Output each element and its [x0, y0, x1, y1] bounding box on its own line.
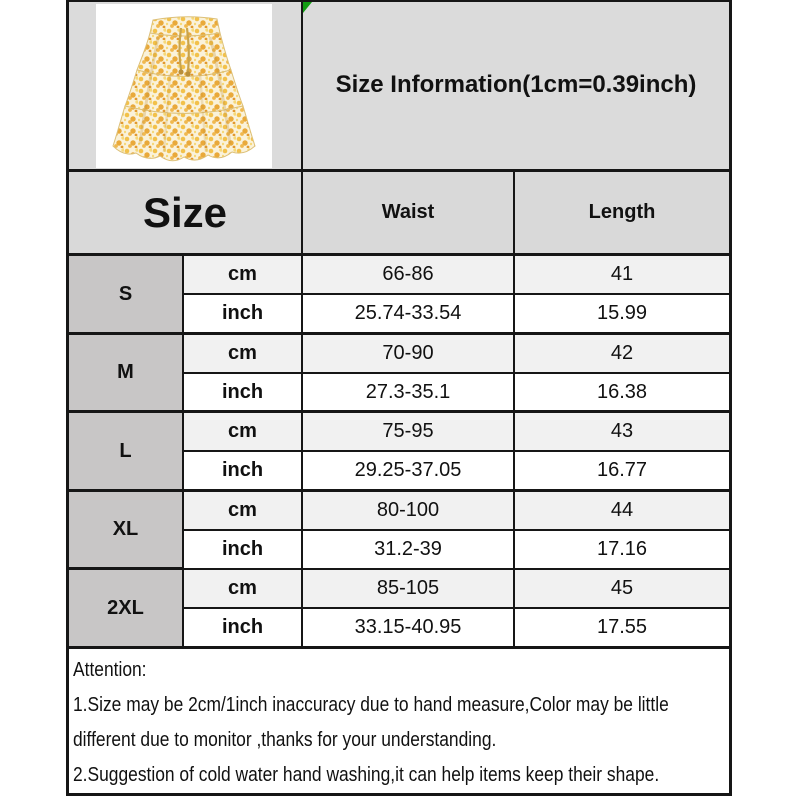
length-value: 45 [610, 577, 634, 600]
length-value: 42 [610, 341, 634, 364]
table-row-group-xl [69, 492, 729, 571]
length-value: 17.16 [596, 537, 648, 560]
attention-line-1b: different due to monitor ,thanks for your understanding. [73, 729, 497, 751]
unit-label: cm [184, 413, 303, 450]
product-photo [96, 4, 272, 168]
unit-label: inch [184, 295, 303, 332]
waist-value: 27.3-35.1 [303, 374, 515, 411]
table-header-row [69, 172, 729, 256]
table-row-group-m [69, 335, 729, 414]
size-label: L [69, 413, 184, 489]
table-row-group-2xl [69, 570, 729, 649]
size-label: XL [69, 492, 184, 568]
attention-line-2: 2.Suggestion of cold water hand washing,it can help items keep their shape. [73, 764, 660, 786]
unit-label: cm [184, 492, 303, 529]
page-title: Size Information(1cm=0.39inch) [335, 71, 697, 99]
length-value: 15.99 [596, 302, 648, 325]
length-value: 43 [610, 420, 634, 443]
product-photo-cell [69, 2, 303, 169]
unit-label: cm [184, 570, 303, 607]
length-value: 17.55 [596, 616, 648, 639]
length-value: 41 [610, 263, 634, 286]
unit-label: inch [184, 374, 303, 411]
waist-value: 29.25-37.05 [303, 452, 515, 489]
table-row-group-l [69, 413, 729, 492]
unit-label: inch [184, 531, 303, 568]
top-row [69, 2, 729, 172]
table-row-group-s [69, 256, 729, 335]
waist-value: 80-100 [303, 492, 515, 529]
waist-value: 70-90 [303, 335, 515, 372]
waist-value: 31.2-39 [303, 531, 515, 568]
size-label: S [69, 256, 184, 332]
attention-line-1: 1.Size may be 2cm/1inch inaccuracy due to hand measure,Color may be little [73, 694, 669, 716]
length-value: 16.77 [596, 459, 648, 482]
waist-value: 75-95 [303, 413, 515, 450]
waist-value: 66-86 [303, 256, 515, 293]
unit-label: inch [184, 452, 303, 489]
waist-value: 85-105 [303, 570, 515, 607]
green-corner-marker [303, 2, 312, 13]
attention-note [69, 649, 729, 793]
unit-label: cm [184, 256, 303, 293]
column-header-waist: Waist [303, 172, 515, 253]
column-header-length: Length [588, 201, 656, 224]
size-chart-sheet [66, 0, 732, 796]
title-cell [303, 2, 729, 169]
size-label: 2XL [69, 570, 184, 646]
unit-label: inch [184, 609, 303, 646]
waist-value: 33.15-40.95 [303, 609, 515, 646]
column-header-size: Size [69, 172, 303, 253]
length-value: 44 [610, 498, 634, 521]
length-value: 16.38 [596, 380, 648, 403]
attention-heading: Attention: [73, 659, 147, 681]
size-label: M [69, 335, 184, 411]
waist-value: 25.74-33.54 [303, 295, 515, 332]
skirt-image [96, 4, 272, 168]
unit-label: cm [184, 335, 303, 372]
